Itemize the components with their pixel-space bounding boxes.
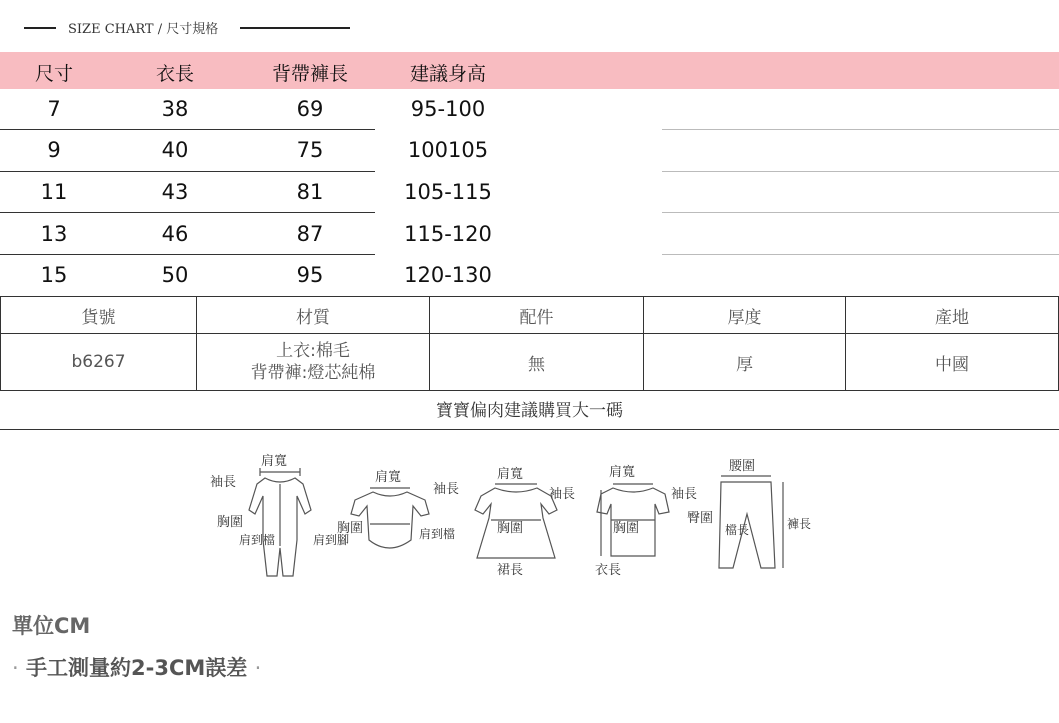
size-table-header [0, 52, 1059, 89]
bodysuit-chest-label: 胸圍 [337, 521, 364, 536]
top-chest-label: 胸圍 [613, 521, 640, 536]
romper-diagram [249, 468, 311, 576]
product-info-table [0, 296, 1059, 391]
bodysuit-diagram [351, 488, 429, 548]
title-left-rule [24, 27, 56, 29]
material-line-top: 上衣:棉毛 [276, 341, 350, 361]
cell-length: 46 [161, 222, 189, 246]
top-diagram [597, 484, 669, 556]
info-header-material: 材質 [197, 297, 430, 334]
cell-height: 115-120 [404, 222, 492, 246]
cell-height: 95-100 [410, 97, 486, 121]
table-row [0, 255, 1059, 296]
table-row [0, 214, 1059, 255]
note-dot-right: · [254, 656, 262, 680]
pants-rise-label: 檔長 [725, 523, 750, 537]
bodysuit-shoulder-label: 肩寬 [375, 470, 402, 485]
info-value-row [1, 334, 1059, 391]
dress-sleeve-label: 袖長 [549, 487, 576, 502]
cell-overall-length: 87 [296, 222, 324, 246]
cell-length: 43 [161, 180, 189, 204]
pants-diagram [719, 476, 783, 568]
info-thickness-value: 厚 [644, 334, 846, 391]
table-row [0, 130, 1059, 171]
unit-label: 單位CM [12, 614, 91, 638]
cell-length: 40 [161, 138, 189, 162]
table-row [0, 172, 1059, 213]
size-chart-title: SIZE CHART / 尺寸規格 [68, 22, 219, 37]
info-sku-value: b6267 [1, 334, 197, 391]
cell-size: 13 [40, 222, 68, 246]
title-right-rule [240, 27, 350, 29]
measurement-note [12, 652, 261, 682]
romper-shoulder-label: 肩寬 [261, 454, 288, 469]
cell-overall-length: 81 [296, 180, 324, 204]
romper-sleeve-label: 袖長 [210, 475, 237, 490]
material-line-bottom: 背帶褲:燈芯純棉 [250, 363, 376, 383]
bodysuit-shoulder-crotch-label: 肩到檔 [419, 527, 456, 541]
table-row [0, 89, 1059, 130]
col-header-size: 尺寸 [34, 63, 73, 85]
top-length-label: 衣長 [595, 563, 622, 578]
cell-size: 11 [40, 180, 68, 204]
pants-waist-label: 腰圍 [729, 459, 756, 474]
info-header-row [1, 297, 1059, 334]
row-divider [0, 212, 375, 213]
pants-hip-label: 臀圍 [687, 511, 714, 526]
dress-shoulder-label: 肩寬 [497, 467, 524, 482]
info-material-value [197, 334, 430, 391]
info-header-thickness: 厚度 [644, 297, 846, 334]
dress-skirt-label: 裙長 [497, 563, 524, 578]
row-divider [662, 212, 1059, 213]
cell-height: 120-130 [404, 263, 492, 287]
cell-overall-length: 75 [296, 138, 324, 162]
romper-shoulder-foot-label: 肩到腳 [313, 533, 350, 547]
cell-length: 38 [161, 97, 189, 121]
cell-height: 105-115 [404, 180, 492, 204]
info-header-origin: 產地 [846, 297, 1059, 334]
cell-overall-length: 95 [296, 263, 324, 287]
romper-chest-label: 胸圍 [217, 515, 244, 530]
col-header-height: 建議身高 [409, 63, 486, 85]
col-header-length: 衣長 [155, 63, 194, 85]
cell-size: 15 [40, 263, 68, 287]
cell-height: 100105 [407, 138, 489, 162]
note-text: 手工測量約2-3CM誤差 [26, 656, 248, 680]
dress-chest-label: 胸圍 [497, 521, 524, 536]
cell-size: 7 [47, 97, 61, 121]
bodysuit-sleeve-label: 袖長 [433, 482, 460, 497]
col-header-overall-length: 背帶褲長 [271, 63, 348, 85]
pants-length-label: 褲長 [787, 517, 812, 531]
measurement-diagrams [205, 448, 812, 593]
info-accessories-value: 無 [430, 334, 644, 391]
info-header-accessories: 配件 [430, 297, 644, 334]
info-origin-value: 中國 [846, 334, 1059, 391]
cell-size: 9 [47, 138, 61, 162]
cell-overall-length: 69 [296, 97, 324, 121]
size-advice: 寶寶偏肉建議購買大一碼 [0, 393, 1059, 430]
top-shoulder-label: 肩寬 [609, 465, 636, 480]
note-dot-left: · [12, 656, 19, 680]
size-chart-title-row [24, 18, 354, 38]
romper-shoulder-crotch-label: 肩到檔 [239, 533, 276, 547]
info-header-sku: 貨號 [1, 297, 197, 334]
cell-length: 50 [161, 263, 189, 287]
top-sleeve-label: 袖長 [671, 487, 698, 502]
